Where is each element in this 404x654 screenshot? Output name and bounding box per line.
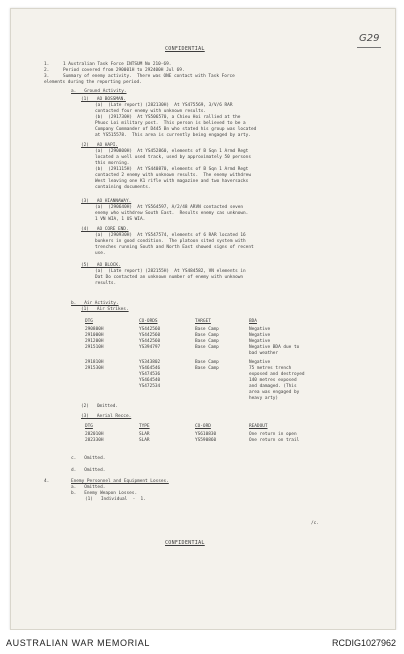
body-line: (a) (Late report) (282155H) At YS484582, VN elements in: [95, 269, 246, 274]
body-line: results.: [95, 281, 117, 286]
air-strike-header: TARGET: [195, 319, 211, 324]
page-continuation-mark: /c.: [311, 521, 319, 526]
reference-number: G29: [359, 33, 380, 44]
archive-footer: [0, 630, 404, 654]
ao-heading: (1) AO BOSSMAN.: [81, 97, 126, 102]
recce-header: TYPE: [139, 424, 150, 429]
air-strike-cell: YS464546: [139, 366, 161, 371]
section-b-title: b. Air Activity.: [71, 301, 119, 306]
air-strike-cell: YS464540: [139, 378, 161, 383]
air-strike-cell: Base Camp: [195, 360, 219, 365]
recce-header: DTG: [85, 424, 93, 429]
section-d: d. Omitted.: [71, 468, 106, 473]
body-line: contacted 2 enemy with unknown results. The enemy withdrew: [95, 173, 251, 178]
body-line: located a well used track, used by approximately 50 persons: [95, 155, 251, 160]
air-strike-cell: Base Camp: [195, 333, 219, 338]
classification-bottom: CONFIDENTIAL: [165, 540, 205, 546]
body-line: containing documents.: [95, 185, 151, 190]
body-line: contacted four enemy with unknown results.: [95, 109, 207, 114]
recce-cell: YS590860: [195, 438, 217, 443]
recce-cell: YS610830: [195, 432, 217, 437]
air-strike-cell: Negative: [249, 339, 271, 344]
air-strike-cell: and damaged. (This: [249, 384, 297, 389]
recce-cell: One return on trail: [249, 438, 300, 443]
air-strike-cell: Base Camp: [195, 345, 219, 350]
air-strike-cell: YS442560: [139, 339, 161, 344]
air-strike-cell: 291000H: [85, 333, 104, 338]
handwritten-reference: [359, 33, 389, 49]
classification-top: CONFIDENTIAL: [165, 46, 205, 52]
air-strike-cell: 75 metres trench: [249, 366, 292, 371]
item4-b1: (1) Individual - 1.: [85, 497, 146, 502]
air-strike-cell: YS474536: [139, 372, 161, 377]
air-strike-header: DTG: [85, 319, 93, 324]
air-strike-cell: Base Camp: [195, 327, 219, 332]
ao-heading: (2) AO HAPI.: [81, 143, 119, 148]
body-line: at YS515578. This area is currently being engaged by arty.: [95, 133, 251, 138]
recce-header: CO-ORD: [195, 424, 211, 429]
body-line: (a) (290800H) At YS452860, elements of B Sqn 1 Armd Regt: [95, 149, 249, 154]
item4-number: 4.: [44, 479, 50, 484]
body-line: (b) (291730H) At YS506570, a Chieu Hoi rallied at the: [95, 115, 241, 120]
footer-record-id: RCDIG1027962: [331, 638, 396, 648]
recce-header: READOUT: [249, 424, 268, 429]
body-line: 1 VN WIA, 1 US WIA.: [95, 217, 146, 222]
body-line: this morning.: [95, 161, 130, 166]
air-strike-cell: YS472534: [139, 384, 161, 389]
footer-institution: AUSTRALIAN WAR MEMORIAL: [6, 638, 150, 648]
body-line: bunkers in good condition. The platoon sited system with: [95, 239, 246, 244]
section-a-title: a. Ground Activity.: [71, 89, 127, 94]
air-strike-cell: Negative: [249, 360, 271, 365]
header-line: elements during the reporting period.: [44, 80, 142, 85]
air-strike-cell: Negative: [249, 327, 271, 332]
header-line: 1 Australian Task Force INTSUM No 210-69.: [63, 62, 172, 67]
body-line: Dat Do contacted an unknown number of enemy with unknown: [95, 275, 244, 280]
air-strike-cell: Base Camp: [195, 339, 219, 344]
air-strike-cell: bad weather: [249, 351, 279, 356]
air-strike-cell: Base Camp: [195, 366, 219, 371]
header-number: 2.: [44, 68, 50, 73]
header-number: 3.: [44, 74, 50, 79]
air-strike-cell: 291510H: [85, 345, 104, 350]
body-line: trenches running South and North East showed signs of recent: [95, 245, 254, 250]
body-line: (a) (290930H) At YS547574, elements of 6 RAR located 16: [95, 233, 246, 238]
recce-cell: One return in open: [249, 432, 297, 437]
air-strike-cell: heavy arty): [249, 396, 279, 401]
header-number: 1.: [44, 62, 50, 67]
item4-title: Enemy Personnel and Equipment Losses.: [71, 479, 169, 484]
recce-cell: SLAR: [139, 438, 150, 443]
body-line: enemy who withdrew South East. Results enemy cas unknown.: [95, 211, 249, 216]
body-line: (a) (Late report) (282130H) At YS475569, 3/V/6 RAR: [95, 103, 233, 108]
air-strike-cell: YS442560: [139, 333, 161, 338]
air-omitted: (2) Omitted.: [81, 404, 119, 409]
air-strike-header: BDA: [249, 319, 257, 324]
ao-heading: (4) AO CORE END.: [81, 227, 129, 232]
air-strike-cell: Negative BDA due to: [249, 345, 300, 350]
body-line: (b) (291115H) At YS440870, elements of B Sqn 1 Armd Regt: [95, 167, 249, 172]
air-strike-header: CO-ORDS: [139, 319, 158, 324]
aerial-recce-title: (3) Aerial Recce.: [81, 414, 132, 419]
recce-cell: 282010H: [85, 432, 104, 437]
body-line: West leaving one K1 rifle with magazine and two haversacks: [95, 179, 249, 184]
air-strike-cell: Negative: [249, 333, 271, 338]
reference-underline: [357, 47, 381, 48]
air-strike-cell: area was engaged by: [249, 390, 300, 395]
body-line: Company Commander of D445 Bn who stated his group was located: [95, 127, 257, 132]
body-line: (a) (290640H) At YS564597, A/2/48 ARVN contacted seven: [95, 205, 244, 210]
recce-cell: SLAR: [139, 432, 150, 437]
air-strike-cell: 291530H: [85, 366, 104, 371]
air-strike-cell: YS343802: [139, 360, 161, 365]
air-strike-cell: 291200H: [85, 339, 104, 344]
header-line: Summary of enemy activity. There was ONE contact with Task Force: [63, 74, 235, 79]
air-strike-cell: 140 metres exposed: [249, 378, 297, 383]
document-page: [10, 8, 396, 630]
air-strike-cell: 291810H: [85, 360, 104, 365]
section-c: c. Omitted.: [71, 456, 106, 461]
ao-heading: (3) AO HIANNAWAY.: [81, 199, 132, 204]
air-strike-cell: exposed and destroyed: [249, 372, 305, 377]
item4-a: a. Omitted.: [71, 485, 106, 490]
header-line: Period covered from 290001H to 292400H Jul 69.: [63, 68, 185, 73]
ao-heading: (5) AO BLOCK.: [81, 263, 121, 268]
item4-b: b. Enemy Weapon Losses.: [71, 491, 138, 496]
air-strike-cell: YS394797: [139, 345, 161, 350]
recce-cell: 282330H: [85, 438, 104, 443]
air-strikes-title: (1) Air Strikes.: [81, 307, 129, 312]
body-line: use.: [95, 251, 106, 256]
air-strike-cell: 290800H: [85, 327, 104, 332]
body-line: Phuoc Loi military post. This person is believed to be a: [95, 121, 246, 126]
air-strike-cell: YS442560: [139, 327, 161, 332]
